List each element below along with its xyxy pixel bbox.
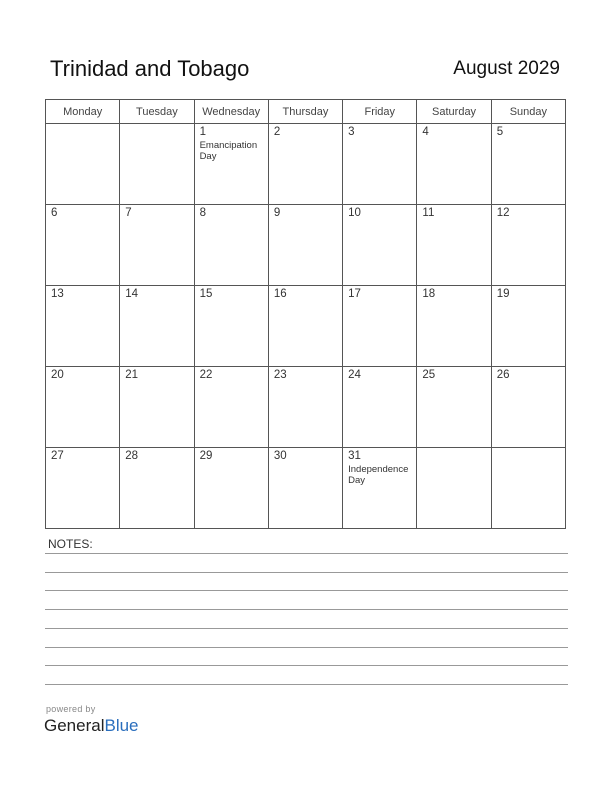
day-number: 30 bbox=[273, 450, 287, 462]
holiday-label: Emancipation Day bbox=[199, 140, 258, 162]
day-cell bbox=[268, 124, 342, 205]
day-cell bbox=[343, 448, 417, 529]
day-cell bbox=[417, 448, 491, 529]
day-cell bbox=[343, 124, 417, 205]
day-number: 13 bbox=[51, 288, 64, 300]
day-number: 3 bbox=[348, 126, 355, 138]
week-row bbox=[46, 205, 566, 286]
weekday-monday: Monday bbox=[46, 100, 120, 124]
day-cell bbox=[491, 205, 565, 286]
day-number: 21 bbox=[125, 369, 139, 381]
day-cell bbox=[46, 448, 120, 529]
day-cell bbox=[417, 205, 491, 286]
brand-logo bbox=[44, 716, 139, 736]
day-number: 24 bbox=[348, 369, 361, 381]
day-cell bbox=[417, 286, 491, 367]
day-cell bbox=[46, 367, 120, 448]
day-cell bbox=[194, 205, 268, 286]
notes-line bbox=[45, 684, 568, 685]
day-cell bbox=[194, 367, 268, 448]
notes-line bbox=[45, 572, 568, 573]
month-title: August 2029 bbox=[453, 58, 560, 79]
week-row bbox=[46, 124, 566, 205]
day-number: 4 bbox=[422, 126, 429, 138]
weekday-header-row bbox=[46, 100, 566, 124]
day-number: 23 bbox=[273, 369, 287, 381]
day-cell bbox=[46, 124, 120, 205]
day-cell bbox=[268, 205, 342, 286]
day-number: 7 bbox=[125, 207, 132, 219]
day-cell bbox=[343, 286, 417, 367]
day-cell bbox=[120, 367, 194, 448]
weekday-saturday: Saturday bbox=[417, 100, 491, 124]
day-cell bbox=[120, 124, 194, 205]
day-number: 20 bbox=[51, 369, 64, 381]
day-cell bbox=[194, 448, 268, 529]
day-number: 8 bbox=[199, 207, 206, 219]
day-number: 1 bbox=[199, 126, 206, 138]
notes-line bbox=[45, 628, 568, 629]
week-row bbox=[46, 367, 566, 448]
weekday-sunday: Sunday bbox=[491, 100, 565, 124]
day-number: 5 bbox=[496, 126, 504, 138]
notes-line bbox=[45, 553, 568, 554]
day-cell bbox=[268, 448, 342, 529]
weekday-thursday: Thursday bbox=[268, 100, 342, 124]
day-number: 14 bbox=[125, 288, 139, 300]
day-number: 26 bbox=[496, 369, 510, 381]
notes-line bbox=[45, 590, 568, 591]
day-number: 27 bbox=[51, 450, 64, 462]
day-number: 2 bbox=[273, 126, 281, 138]
day-number: 31 bbox=[348, 450, 361, 462]
day-cell bbox=[268, 286, 342, 367]
day-cell bbox=[46, 205, 120, 286]
day-number: 22 bbox=[199, 369, 213, 381]
weekday-wednesday: Wednesday bbox=[194, 100, 268, 124]
day-number: 19 bbox=[496, 288, 510, 300]
day-number: 12 bbox=[496, 207, 510, 219]
notes-line bbox=[45, 647, 568, 648]
day-cell bbox=[417, 124, 491, 205]
weekday-tuesday: Tuesday bbox=[120, 100, 194, 124]
day-number: 10 bbox=[348, 207, 361, 219]
brand-general: General bbox=[44, 716, 105, 735]
day-number: 25 bbox=[422, 369, 436, 381]
day-cell bbox=[491, 124, 565, 205]
day-cell bbox=[194, 286, 268, 367]
day-cell bbox=[194, 124, 268, 205]
day-number: 29 bbox=[199, 450, 213, 462]
day-cell bbox=[343, 205, 417, 286]
day-number: 15 bbox=[199, 288, 213, 300]
day-number: 6 bbox=[51, 207, 58, 219]
weekday-friday: Friday bbox=[343, 100, 417, 124]
day-number: 11 bbox=[422, 207, 435, 219]
day-cell bbox=[46, 286, 120, 367]
day-cell bbox=[491, 286, 565, 367]
week-row bbox=[46, 286, 566, 367]
holiday-label: Independence Day bbox=[348, 464, 409, 486]
day-cell bbox=[343, 367, 417, 448]
week-row bbox=[46, 448, 566, 529]
day-cell bbox=[120, 286, 194, 367]
notes-line bbox=[45, 665, 568, 666]
day-number: 9 bbox=[273, 207, 281, 219]
day-number: 17 bbox=[348, 288, 361, 300]
brand-blue: Blue bbox=[104, 716, 139, 735]
day-cell bbox=[417, 367, 491, 448]
day-cell bbox=[491, 448, 565, 529]
day-cell bbox=[120, 448, 194, 529]
day-number: 18 bbox=[422, 288, 436, 300]
day-cell bbox=[491, 367, 565, 448]
day-cell bbox=[120, 205, 194, 286]
day-cell bbox=[268, 367, 342, 448]
calendar-grid bbox=[45, 99, 566, 529]
powered-by-text: powered by bbox=[46, 704, 96, 714]
country-title: Trinidad and Tobago bbox=[50, 56, 250, 81]
notes-line bbox=[45, 609, 568, 610]
day-number: 16 bbox=[273, 288, 287, 300]
day-number: 28 bbox=[125, 450, 139, 462]
notes-label: NOTES: bbox=[48, 537, 93, 551]
